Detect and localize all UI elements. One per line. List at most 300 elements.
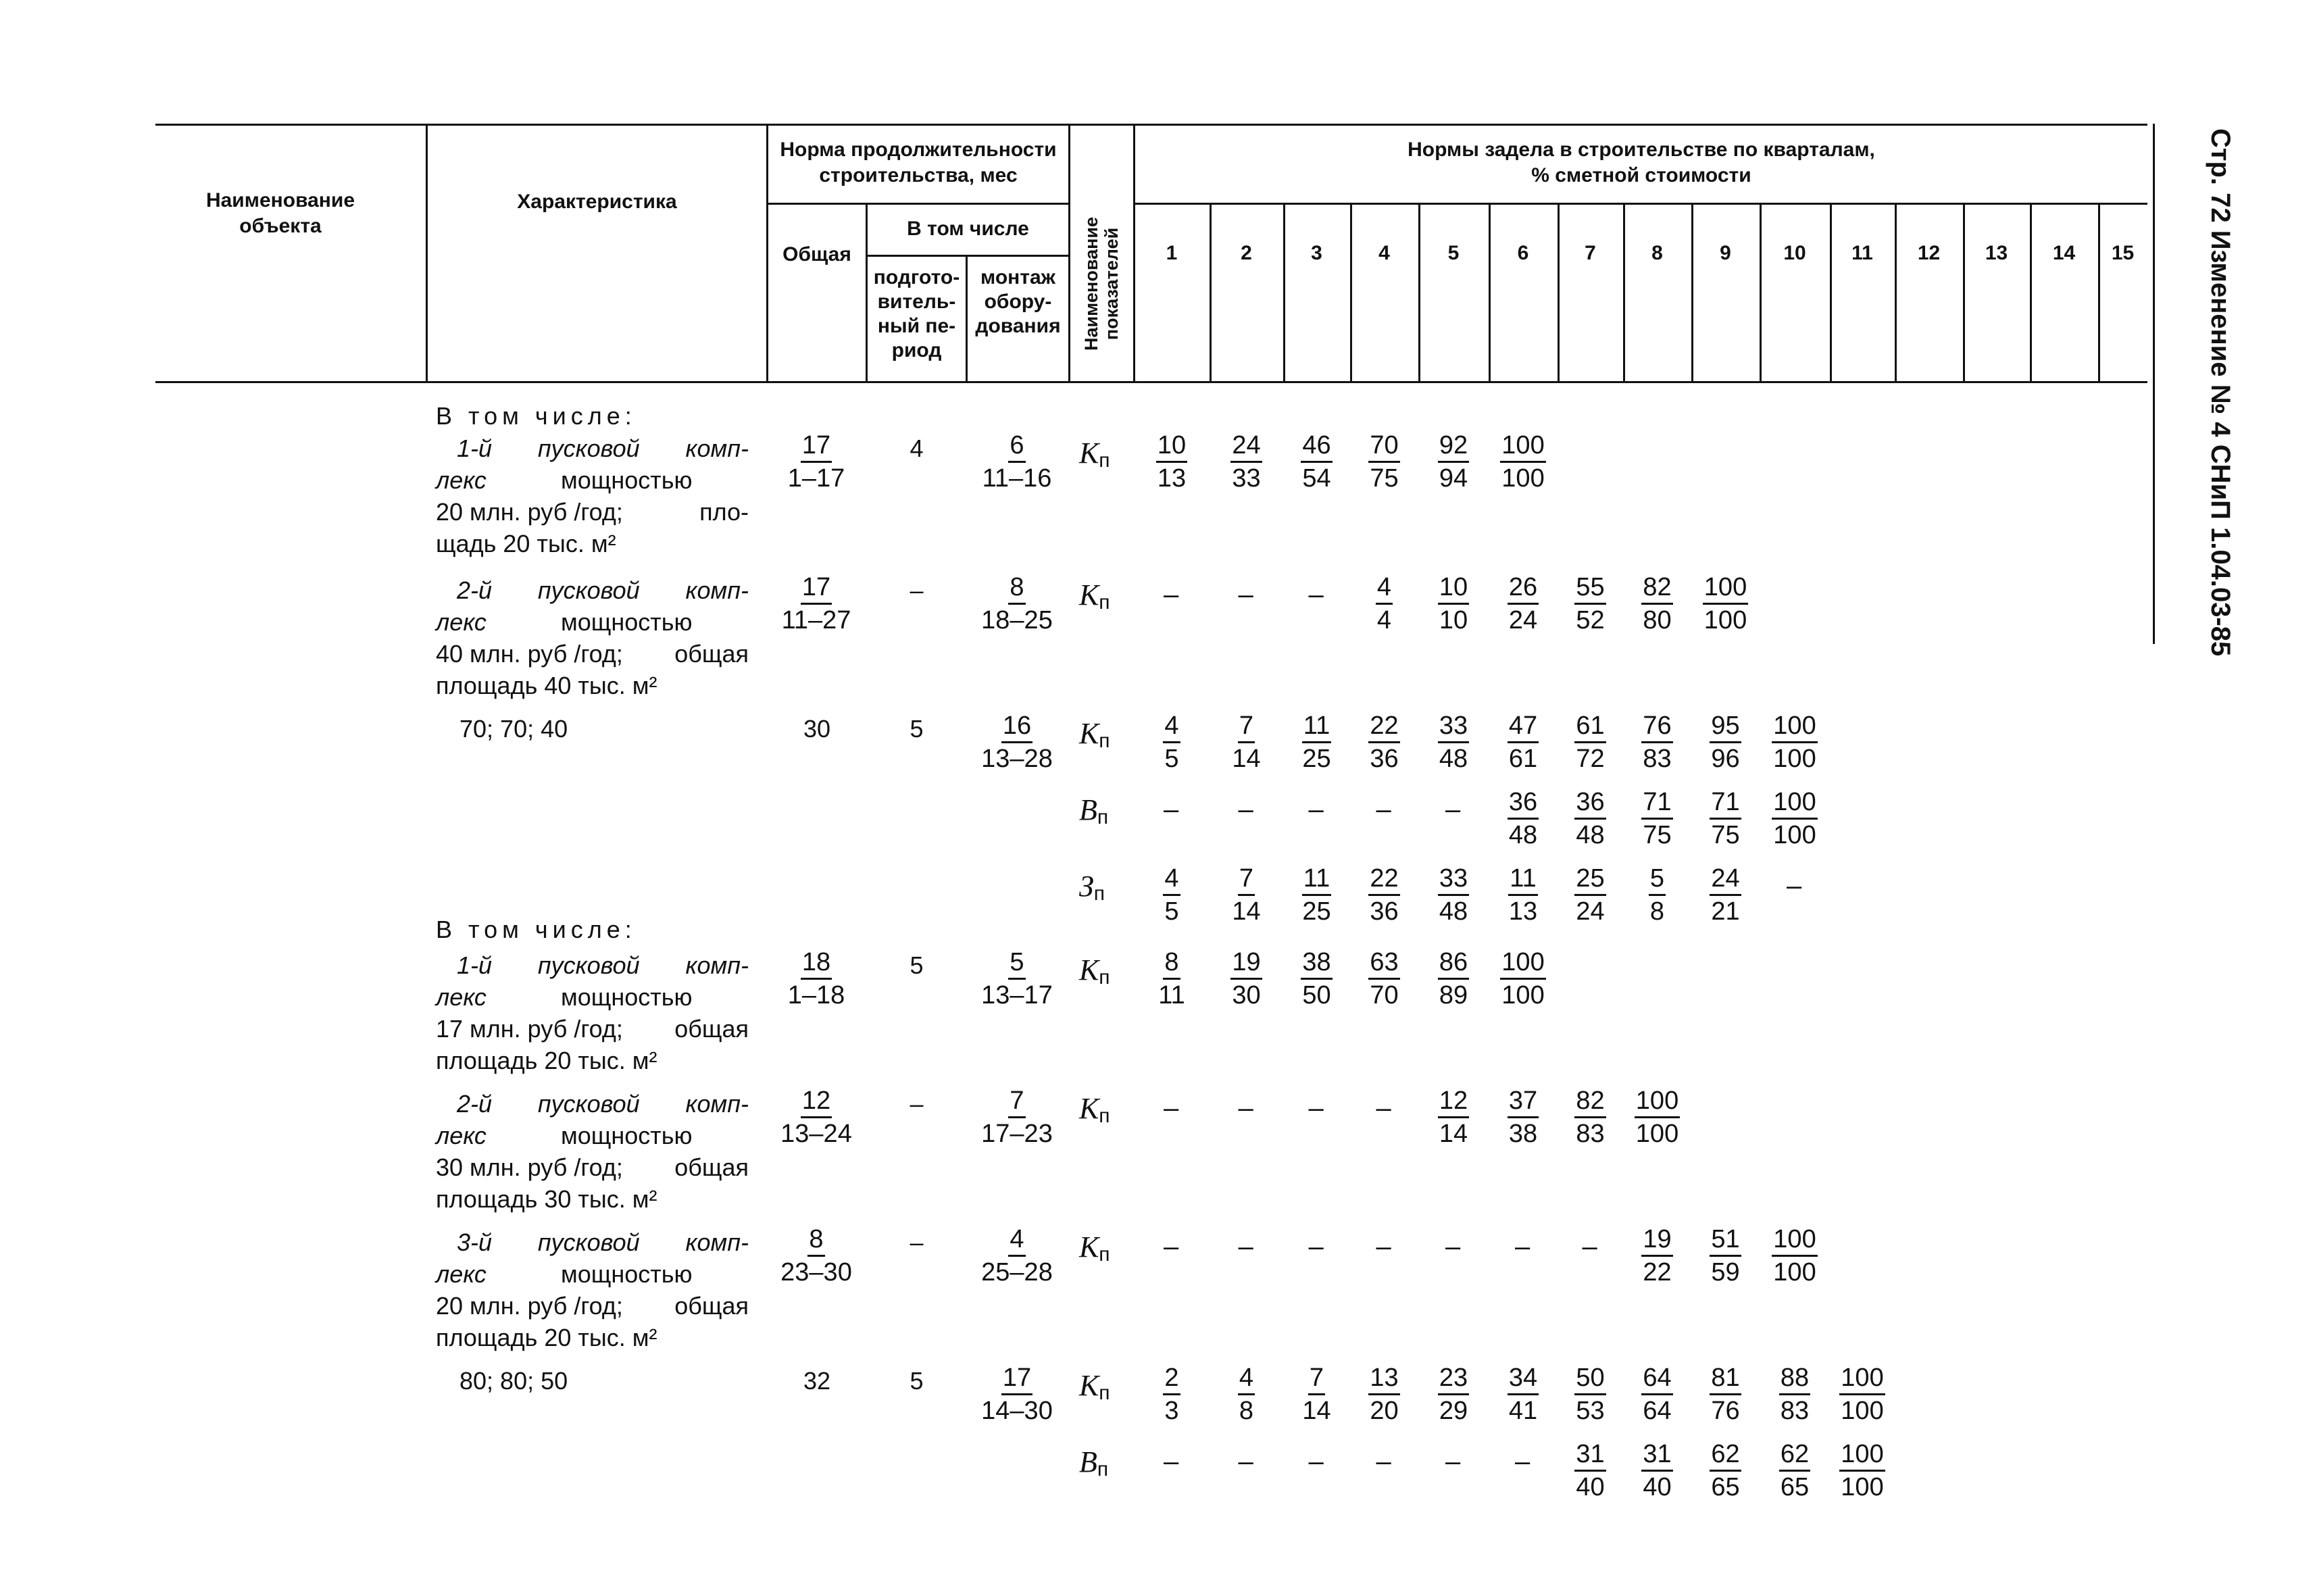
indicator-subscript: п <box>1099 449 1110 472</box>
total-duration <box>755 947 877 1011</box>
quarter-header: 15 <box>2111 242 2135 264</box>
installation-period <box>956 1224 1078 1288</box>
fraction-denominator: 100 <box>1703 606 1747 634</box>
fraction-numerator: 11 <box>1508 863 1537 896</box>
fraction-denominator: 8 <box>1239 1397 1254 1425</box>
quarter-header: 4 <box>1378 242 1390 264</box>
fraction-numerator: 4 <box>1238 1362 1255 1395</box>
row-characteristic-line: 2-й пусковой комп- <box>457 1090 749 1118</box>
indicator-subscript: п <box>1097 1458 1109 1480</box>
indicator-subscript: п <box>1099 966 1110 989</box>
fraction-numerator: 24 <box>1230 430 1262 463</box>
row-characteristic-line: 1-й пусковой комп- <box>457 951 749 979</box>
fraction-numerator: 55 <box>1574 572 1605 605</box>
fraction-numerator: 100 <box>1839 1439 1885 1472</box>
fraction-numerator: 82 <box>1574 1085 1605 1118</box>
fraction-numerator: 31 <box>1574 1439 1605 1472</box>
quarter-header: 13 <box>1985 242 2008 264</box>
quarter-header: 2 <box>1241 242 1252 264</box>
total-duration <box>755 430 877 494</box>
fraction-numerator: 100 <box>1500 947 1545 980</box>
fraction-numerator: 100 <box>1772 787 1817 820</box>
fraction-denominator: 41 <box>1508 1397 1538 1425</box>
quarter-value-dash: – <box>1445 1447 1461 1476</box>
row-characteristic-line: мощностью <box>561 466 693 494</box>
fraction-numerator: 86 <box>1438 947 1469 980</box>
fraction-denominator: 22 <box>1643 1258 1672 1287</box>
quarter-value-dash: – <box>1308 1093 1324 1123</box>
quarter-value <box>1462 430 1584 494</box>
total-duration <box>755 572 877 636</box>
fraction-numerator: 12 <box>1438 1085 1469 1118</box>
quarter-col-divider <box>1691 203 1693 383</box>
fraction-numerator: 81 <box>1710 1362 1741 1395</box>
row-characteristic-line: лекс <box>436 466 487 494</box>
fraction-numerator: 36 <box>1508 787 1539 820</box>
row-characteristic-line: 20 млн. руб /год; <box>436 1292 623 1320</box>
quarter-col-divider <box>1558 203 1560 383</box>
row-characteristic-line: площадь 20 тыс. м² <box>436 1324 657 1351</box>
fraction-denominator: 23–30 <box>780 1258 852 1287</box>
header-indicator-name: Наименование показателей <box>1081 216 1122 351</box>
quarter-header: 10 <box>1783 242 1806 264</box>
fraction-denominator: 83 <box>1576 1120 1605 1148</box>
quarter-header: 9 <box>1720 242 1731 264</box>
fraction-denominator: 80 <box>1643 606 1672 634</box>
fraction-numerator: 2 <box>1163 1362 1180 1395</box>
quarter-col-divider <box>1418 203 1420 383</box>
fraction-numerator: 76 <box>1641 710 1672 743</box>
fraction-denominator: 14 <box>1439 1120 1468 1148</box>
quarter-col-divider <box>1963 203 1965 383</box>
fraction-numerator: 7 <box>1308 1362 1325 1395</box>
fraction-numerator: 19 <box>1641 1224 1672 1257</box>
fraction-denominator: 5 <box>1164 897 1179 926</box>
fraction-numerator: 22 <box>1368 863 1399 896</box>
quarter-value <box>1462 947 1584 1011</box>
fraction-denominator: 25–28 <box>981 1258 1053 1287</box>
col-divider-1 <box>426 124 428 383</box>
total-duration: 32 <box>803 1367 831 1395</box>
quarter-header: 1 <box>1166 242 1178 264</box>
preparatory-period: 5 <box>910 1367 924 1395</box>
fraction-numerator: 16 <box>1001 710 1032 743</box>
quarter-value <box>1734 787 1856 851</box>
indicator-symbol: $К_п$ <box>1079 578 1110 614</box>
quarter-value-dash: – <box>1164 795 1179 824</box>
fraction-numerator: 18 <box>801 947 832 980</box>
indicator-symbol: $К_п$ <box>1079 1369 1110 1404</box>
indicator-subscript: п <box>1099 730 1110 752</box>
fraction-denominator: 75 <box>1711 821 1740 849</box>
quarter-header: 8 <box>1651 242 1663 264</box>
fraction-denominator: 36 <box>1370 745 1399 773</box>
indicator-subscript: п <box>1099 1105 1110 1127</box>
fraction-denominator: 64 <box>1643 1397 1672 1425</box>
indicator-subscript: п <box>1099 591 1110 614</box>
fraction-numerator: 25 <box>1574 863 1605 896</box>
fraction-numerator: 62 <box>1779 1439 1810 1472</box>
fraction-numerator: 6 <box>1008 430 1025 463</box>
fraction-denominator: 100 <box>1773 745 1816 773</box>
fraction-denominator: 14 <box>1232 897 1261 926</box>
installation-period <box>956 947 1078 1011</box>
quarter-header: 12 <box>1917 242 1941 264</box>
quarter-value-dash: – <box>1515 1232 1530 1262</box>
fraction-numerator: 7 <box>1238 710 1255 743</box>
row-characteristic-line: площадь 30 тыс. м² <box>436 1185 657 1213</box>
fraction-denominator: 13–17 <box>981 981 1053 1009</box>
indicator-subscript: п <box>1097 806 1109 828</box>
header-bottom-rule <box>155 381 2147 383</box>
quarter-value <box>1597 1085 1718 1149</box>
fraction-numerator: 23 <box>1438 1362 1469 1395</box>
fraction-denominator: 30 <box>1232 981 1261 1009</box>
quarter-value <box>1665 863 1787 927</box>
row-characteristic-line: 1-й пусковой комп- <box>457 434 749 462</box>
fraction-denominator: 48 <box>1439 897 1468 926</box>
row-characteristic-line: общая <box>674 1153 749 1181</box>
fraction-denominator: 100 <box>1841 1397 1884 1425</box>
fraction-numerator: 11 <box>1302 863 1331 896</box>
row-characteristic-line: 17 млн. руб /год; <box>436 1015 623 1043</box>
including-subheader-rule <box>867 255 1069 257</box>
table-top-rule <box>155 124 2147 126</box>
quarter-value-dash: – <box>1164 1447 1179 1476</box>
fraction-denominator: 72 <box>1576 745 1605 773</box>
fraction-numerator: 4 <box>1008 1224 1025 1257</box>
header-duration-norm: Норма продолжительности строительства, мес <box>780 139 1057 186</box>
header-installation: монтаж обору- дования <box>975 266 1061 337</box>
quarter-value-dash: – <box>1164 580 1179 609</box>
fraction-denominator: 40 <box>1576 1473 1605 1501</box>
indicator-subscript: п <box>1093 882 1105 905</box>
fraction-denominator: 13 <box>1508 897 1538 926</box>
fraction-denominator: 14 <box>1232 745 1261 773</box>
fraction-numerator: 38 <box>1301 947 1332 980</box>
row-characteristic-line: общая <box>674 1015 749 1043</box>
fraction-denominator: 14 <box>1302 1397 1331 1425</box>
total-duration <box>755 1224 877 1288</box>
quarter-value-dash: – <box>1376 1093 1391 1123</box>
row-characteristic-line: пло- <box>699 498 749 526</box>
fraction-numerator: 63 <box>1368 947 1399 980</box>
fraction-numerator: 34 <box>1508 1362 1539 1395</box>
row-characteristic-line: 40 млн. руб /год; <box>436 640 623 668</box>
total-duration: 30 <box>803 715 831 743</box>
fraction-numerator: 82 <box>1641 572 1672 605</box>
fraction-denominator: 54 <box>1302 464 1331 493</box>
fraction-numerator: 12 <box>801 1085 832 1118</box>
fraction-numerator: 13 <box>1368 1362 1399 1395</box>
fraction-denominator: 21 <box>1711 897 1740 926</box>
fraction-numerator: 33 <box>1438 710 1469 743</box>
fraction-denominator: 52 <box>1576 606 1605 634</box>
quarter-header: 3 <box>1311 242 1322 264</box>
row-characteristic-line: мощностью <box>561 983 693 1011</box>
quarter-value-dash: – <box>1445 1232 1461 1262</box>
preparatory-period: – <box>910 1090 924 1118</box>
section-label: В том числе: <box>436 402 637 430</box>
fraction-numerator: 8 <box>807 1224 824 1257</box>
preparatory-period: – <box>910 576 924 604</box>
quarter-value-dash: – <box>1164 1232 1179 1262</box>
row-characteristic-line: площадь 40 тыс. м² <box>436 672 657 699</box>
quarter-value-dash: – <box>1238 1447 1253 1476</box>
fraction-denominator: 11–16 <box>982 464 1052 493</box>
header-object-name: Наименование объекта <box>205 189 355 237</box>
fraction-denominator: 100 <box>1501 981 1545 1009</box>
quarter-value-dash: – <box>1238 1232 1253 1262</box>
header-preparatory: подгото- витель- ный пе- риод <box>873 266 960 361</box>
fraction-numerator: 88 <box>1779 1362 1810 1395</box>
quarter-value-dash: – <box>1787 871 1802 901</box>
fraction-denominator: 48 <box>1439 745 1468 773</box>
fraction-numerator: 100 <box>1839 1362 1885 1395</box>
fraction-denominator: 13 <box>1157 464 1187 493</box>
quarter-col-divider <box>1895 203 1897 383</box>
indicator-symbol: $К_п$ <box>1079 1230 1110 1266</box>
fraction-numerator: 64 <box>1641 1362 1672 1395</box>
installation-period <box>956 430 1078 494</box>
header-backlog-norms: Нормы задела в строительстве по кварталам, % сметной стоимости <box>1408 139 1875 186</box>
row-characteristic-line: лекс <box>436 1122 487 1149</box>
quarter-col-divider <box>1760 203 1762 383</box>
fraction-numerator: 62 <box>1710 1439 1741 1472</box>
preparatory-period: 4 <box>910 434 924 462</box>
fraction-numerator: 26 <box>1508 572 1539 605</box>
indicator-symbol: $К_п$ <box>1079 437 1110 472</box>
fraction-denominator: 48 <box>1508 821 1538 849</box>
fraction-numerator: 24 <box>1710 863 1741 896</box>
fraction-numerator: 33 <box>1438 863 1469 896</box>
row-characteristic-line: 80; 80; 50 <box>459 1367 568 1395</box>
fraction-denominator: 5 <box>1164 745 1179 773</box>
quarter-value-dash: – <box>1308 1447 1324 1476</box>
quarter-value <box>1734 710 1856 774</box>
installation-period <box>956 1085 1078 1149</box>
quarter-value-dash: – <box>1445 795 1461 824</box>
fraction-numerator: 5 <box>1649 863 1666 896</box>
fraction-denominator: 17–23 <box>981 1120 1053 1148</box>
fraction-numerator: 7 <box>1238 863 1255 896</box>
fraction-denominator: 94 <box>1439 464 1468 493</box>
indicator-symbol: $В_п$ <box>1079 793 1109 828</box>
quarter-value-dash: – <box>1308 1232 1324 1262</box>
row-characteristic-line: лекс <box>436 1260 487 1288</box>
fraction-denominator: 24 <box>1508 606 1538 634</box>
indicator-subscript: п <box>1099 1243 1110 1266</box>
fraction-numerator: 4 <box>1376 572 1393 605</box>
quarter-value-dash: – <box>1308 795 1324 824</box>
quarter-header: 5 <box>1447 242 1460 264</box>
quarter-value-dash: – <box>1376 1232 1391 1262</box>
fraction-denominator: 8 <box>1649 897 1665 926</box>
fraction-numerator: 92 <box>1438 430 1469 463</box>
fraction-numerator: 19 <box>1230 947 1262 980</box>
fraction-denominator: 53 <box>1576 1397 1605 1425</box>
fraction-numerator: 17 <box>1001 1362 1032 1395</box>
header-characteristic: Характеристика <box>517 191 677 213</box>
fraction-numerator: 8 <box>1163 947 1180 980</box>
quarter-value-dash: – <box>1164 1093 1179 1123</box>
quarter-value-dash: – <box>1582 1232 1597 1262</box>
fraction-denominator: 75 <box>1643 821 1672 849</box>
fraction-numerator: 37 <box>1508 1085 1539 1118</box>
fraction-denominator: 1–17 <box>787 464 845 493</box>
quarter-header: 6 <box>1517 242 1529 264</box>
fraction-denominator: 36 <box>1370 897 1399 926</box>
fraction-numerator: 36 <box>1574 787 1605 820</box>
row-characteristic-line: мощностью <box>561 1260 693 1288</box>
fraction-denominator: 48 <box>1576 821 1605 849</box>
fraction-numerator: 95 <box>1710 710 1741 743</box>
fraction-denominator: 10 <box>1439 606 1468 634</box>
fraction-denominator: 70 <box>1370 981 1399 1009</box>
fraction-denominator: 33 <box>1232 464 1261 493</box>
fraction-numerator: 70 <box>1368 430 1399 463</box>
preparatory-period: – <box>910 1228 924 1256</box>
fraction-numerator: 100 <box>1772 1224 1817 1257</box>
fraction-denominator: 96 <box>1711 745 1740 773</box>
fraction-denominator: 11–27 <box>781 606 851 634</box>
fraction-numerator: 8 <box>1008 572 1025 605</box>
fraction-denominator: 11 <box>1158 981 1185 1009</box>
quarter-col-divider <box>1210 203 1212 383</box>
fraction-denominator: 59 <box>1711 1258 1740 1287</box>
row-characteristic-line: 20 млн. руб /год; <box>436 498 623 526</box>
header-including: В том числе <box>907 218 1029 240</box>
quarters-subheader-rule <box>1134 203 2147 205</box>
quarter-value-dash: – <box>1238 580 1253 609</box>
fraction-numerator: 46 <box>1301 430 1332 463</box>
quarter-value-dash: – <box>1238 1093 1253 1123</box>
row-characteristic-line: лекс <box>436 983 487 1011</box>
quarter-col-divider <box>1489 203 1491 383</box>
quarter-value <box>1801 1362 1923 1426</box>
indicator-symbol: $З_п$ <box>1079 870 1105 905</box>
row-characteristic-line: 30 млн. руб /год; <box>436 1153 623 1181</box>
fraction-numerator: 71 <box>1641 787 1672 820</box>
fraction-numerator: 100 <box>1500 430 1545 463</box>
fraction-denominator: 65 <box>1711 1473 1740 1501</box>
fraction-numerator: 100 <box>1772 710 1817 743</box>
quarter-value-dash: – <box>1515 1447 1530 1476</box>
indicator-symbol: $К_п$ <box>1079 717 1110 752</box>
row-characteristic-line: площадь 20 тыс. м² <box>436 1047 657 1074</box>
fraction-denominator: 83 <box>1643 745 1672 773</box>
row-characteristic-line: общая <box>674 640 749 668</box>
row-characteristic-line: мощностью <box>561 1122 693 1149</box>
fraction-numerator: 22 <box>1368 710 1399 743</box>
quarter-col-divider <box>1830 203 1832 383</box>
quarter-value <box>1801 1439 1923 1503</box>
fraction-numerator: 10 <box>1156 430 1187 463</box>
fraction-denominator: 100 <box>1635 1120 1679 1148</box>
indicator-symbol: $К_п$ <box>1079 1092 1110 1127</box>
fraction-denominator: 29 <box>1439 1397 1468 1425</box>
quarter-col-divider <box>1350 203 1352 383</box>
fraction-denominator: 38 <box>1508 1120 1538 1148</box>
fraction-denominator: 40 <box>1643 1473 1672 1501</box>
side-title-rule <box>2153 124 2155 644</box>
row-characteristic-line: мощностью <box>561 608 693 636</box>
fraction-numerator: 50 <box>1574 1362 1605 1395</box>
quarter-col-divider <box>2098 203 2100 383</box>
installation-period <box>956 572 1078 636</box>
fraction-denominator: 25 <box>1302 745 1331 773</box>
fraction-numerator: 17 <box>801 430 832 463</box>
row-characteristic-line: лекс <box>436 608 487 636</box>
header-total: Общая <box>782 243 851 266</box>
fraction-denominator: 18–25 <box>981 606 1053 634</box>
preparatory-period: 5 <box>910 715 924 743</box>
quarter-value-dash: – <box>1376 795 1391 824</box>
row-characteristic-line: щадь 20 тыс. м² <box>436 530 616 557</box>
quarter-col-divider <box>2030 203 2032 383</box>
total-duration <box>755 1085 877 1149</box>
quarter-header: 11 <box>1851 242 1873 264</box>
fraction-numerator: 7 <box>1008 1085 1025 1118</box>
fraction-denominator: 4 <box>1376 606 1392 634</box>
fraction-numerator: 17 <box>801 572 832 605</box>
fraction-denominator: 100 <box>1773 821 1816 849</box>
fraction-denominator: 25 <box>1302 897 1331 926</box>
fraction-denominator: 65 <box>1780 1473 1810 1501</box>
installation-period <box>956 1362 1078 1426</box>
fraction-denominator: 14–30 <box>981 1397 1053 1425</box>
fraction-numerator: 4 <box>1163 710 1180 743</box>
fraction-numerator: 100 <box>1635 1085 1680 1118</box>
fraction-denominator: 75 <box>1370 464 1399 493</box>
fraction-denominator: 100 <box>1841 1473 1884 1501</box>
row-characteristic-line: 70; 70; 40 <box>459 715 568 743</box>
quarter-value-dash: – <box>1238 795 1253 824</box>
fraction-denominator: 3 <box>1164 1397 1179 1425</box>
fraction-numerator: 71 <box>1710 787 1741 820</box>
fraction-denominator: 20 <box>1370 1397 1399 1425</box>
duration-subheader-rule <box>767 203 1069 205</box>
fraction-numerator: 100 <box>1703 572 1748 605</box>
fraction-denominator: 100 <box>1773 1258 1816 1287</box>
indicator-symbol: $В_п$ <box>1079 1445 1109 1480</box>
fraction-denominator: 76 <box>1711 1397 1740 1425</box>
fraction-denominator: 50 <box>1302 981 1331 1009</box>
quarter-value <box>1665 572 1787 636</box>
section-label: В том числе: <box>436 916 637 943</box>
fraction-denominator: 61 <box>1508 745 1538 773</box>
quarter-col-divider <box>1283 203 1285 383</box>
fraction-numerator: 47 <box>1508 710 1539 743</box>
fraction-denominator: 13–28 <box>981 745 1053 773</box>
quarter-col-divider <box>1623 203 1625 383</box>
quarter-value <box>1734 1224 1856 1288</box>
fraction-denominator: 1–18 <box>787 981 845 1009</box>
quarter-value-dash: – <box>1308 580 1324 609</box>
fraction-denominator: 13–24 <box>780 1120 852 1148</box>
fraction-numerator: 61 <box>1574 710 1605 743</box>
quarter-value-dash: – <box>1376 1447 1391 1476</box>
quarter-header: 14 <box>2052 242 2076 264</box>
installation-period <box>956 710 1078 774</box>
indicator-subscript: п <box>1099 1382 1110 1404</box>
fraction-numerator: 51 <box>1710 1224 1741 1257</box>
fraction-denominator: 24 <box>1576 897 1605 926</box>
fraction-numerator: 5 <box>1008 947 1025 980</box>
fraction-numerator: 4 <box>1163 863 1180 896</box>
row-characteristic-line: 3-й пусковой комп- <box>457 1228 749 1256</box>
fraction-denominator: 89 <box>1439 981 1468 1009</box>
